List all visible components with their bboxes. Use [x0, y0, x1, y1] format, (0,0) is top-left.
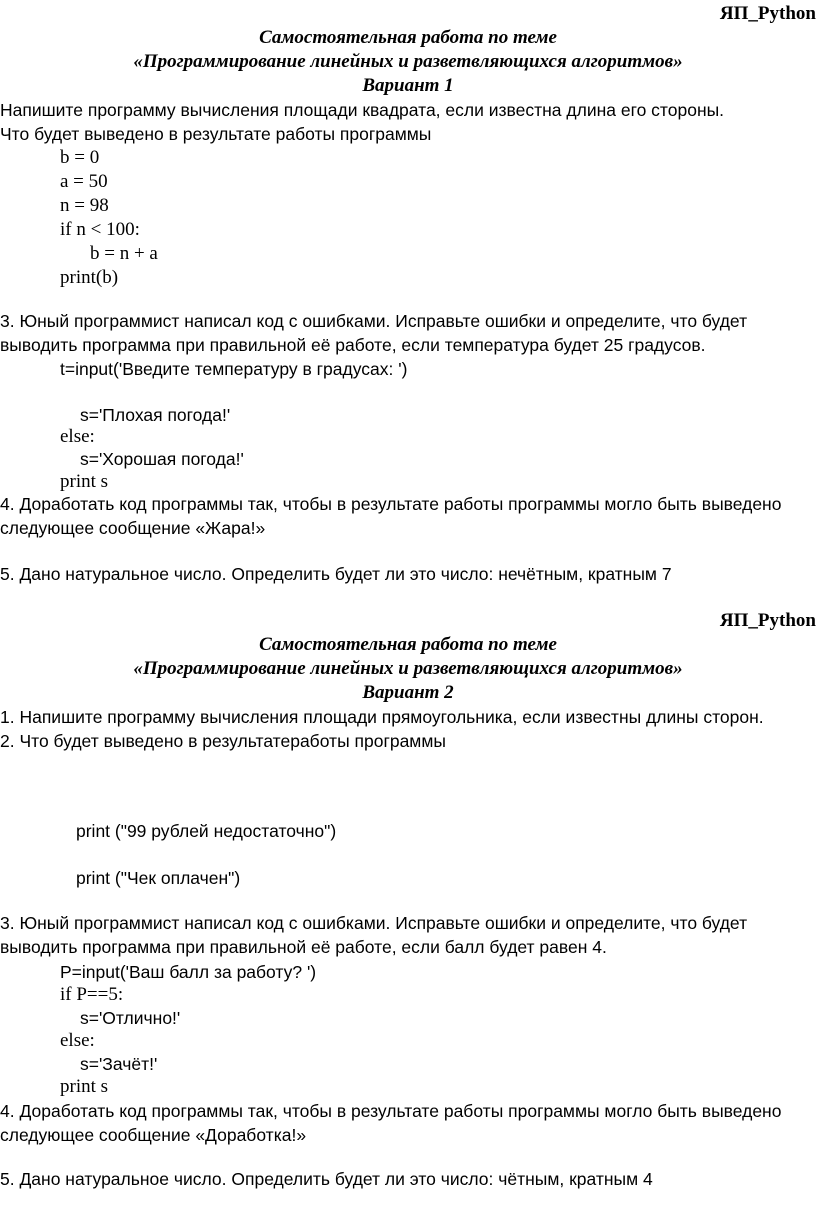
- v2-task4-line1: 4. Доработать код программы так, чтобы в результате работы программы могло быть выведено: [0, 1101, 782, 1121]
- v1-code3-line: print s: [60, 471, 109, 492]
- v1-code-line: b = 0: [60, 147, 100, 168]
- v2-code3-line: P=input('Ваш балл за работу? '): [60, 962, 317, 982]
- v2-code-line: print ("99 рублей недостаточно"): [76, 821, 337, 841]
- v1-code3-line: s='Хорошая погода!': [80, 449, 244, 469]
- v2-code3-line: s='Зачёт!': [80, 1054, 158, 1074]
- variant-label-1: Вариант 1: [362, 75, 454, 96]
- v2-code3-line: if P==5:: [60, 984, 124, 1005]
- worksheet-subtitle-2: «Программирование линейных и разветвляющихся алгоритмов»: [133, 658, 683, 679]
- v1-task3-line2: выводить программа при правильной её работе, если температура будет 25 градусов.: [0, 335, 706, 355]
- v2-code3-line: s='Отлично!': [80, 1008, 181, 1028]
- v1-code-line: print(b): [60, 267, 119, 288]
- v1-task2: Что будет выведено в результате работы программы: [0, 124, 432, 144]
- v2-task3-line1: 3. Юный программист написал код с ошибками. Исправьте ошибки и определите, что будет: [0, 913, 748, 933]
- v2-task5: 5. Дано натуральное число. Определить будет ли это число: чётным, кратным 4: [0, 1169, 653, 1189]
- v1-code3-line: t=input('Введите температуру в градусах: '): [60, 359, 408, 379]
- subject-header-2: ЯП_Python: [719, 610, 816, 631]
- v1-code3-line: s='Плохая погода!': [80, 405, 231, 425]
- v1-task5: 5. Дано натуральное число. Определить будет ли это число: нечётным, кратным 7: [0, 564, 672, 584]
- v1-code-line: n = 98: [60, 195, 109, 216]
- worksheet-title-1: Самостоятельная работа по теме: [259, 27, 557, 48]
- v2-task1: 1. Напишите программу вычисления площади прямоугольника, если известны длины сторон.: [0, 707, 764, 727]
- v1-task4-line1: 4. Доработать код программы так, чтобы в результате работы программы могло быть выведено: [0, 494, 782, 514]
- variant-label-2: Вариант 2: [362, 682, 454, 703]
- v2-task2: 2. Что будет выведено в результатеработы программы: [0, 731, 446, 751]
- v1-code-line: b = n + a: [90, 243, 158, 264]
- v2-task3-line2: выводить программа при правильной её работе, если балл будет равен 4.: [0, 937, 607, 957]
- v1-task1: Напишите программу вычисления площади квадрата, если известна длина его стороны.: [0, 100, 725, 120]
- v1-code-line: a = 50: [60, 171, 108, 192]
- v1-code-line: if n < 100:: [60, 219, 140, 240]
- v1-task3-line1: 3. Юный программист написал код с ошибками. Исправьте ошибки и определите, что будет: [0, 311, 748, 331]
- v1-code3-line: else:: [60, 426, 95, 447]
- subject-header-1: ЯП_Python: [719, 3, 816, 24]
- v2-code3-line: print s: [60, 1076, 109, 1097]
- worksheet-title-2: Самостоятельная работа по теме: [259, 634, 557, 655]
- v1-task4-line2: следующее сообщение «Жара!»: [0, 518, 266, 538]
- v2-code-line: print ("Чек оплачен"): [76, 868, 241, 888]
- v2-code3-line: else:: [60, 1030, 95, 1051]
- v2-task4-line2: следующее сообщение «Доработка!»: [0, 1125, 307, 1145]
- worksheet-subtitle-1: «Программирование линейных и разветвляющихся алгоритмов»: [133, 51, 683, 72]
